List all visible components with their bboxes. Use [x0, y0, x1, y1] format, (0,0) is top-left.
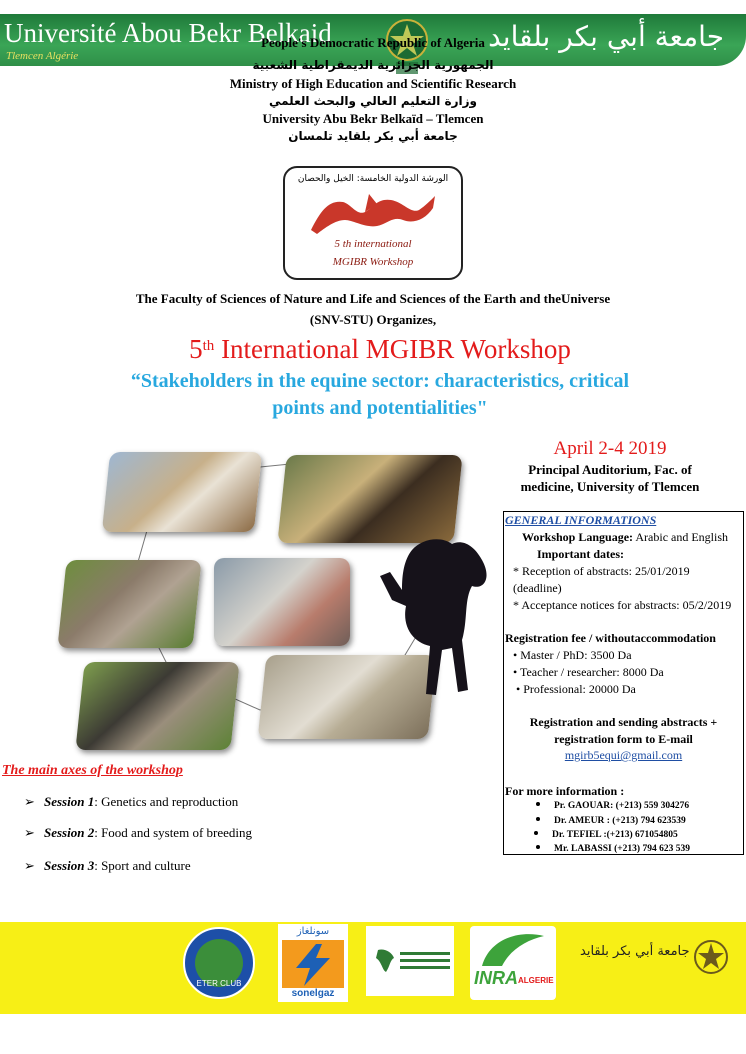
inra-name: INRA — [474, 968, 518, 988]
inra-logo — [470, 926, 556, 1000]
general-information-box — [503, 511, 744, 855]
acceptance-date: * Acceptance notices for abstracts: 05/2/2019 — [513, 598, 732, 612]
contact-item — [536, 801, 689, 811]
fee-item: • Master / PhD: 3500 Da — [513, 648, 632, 662]
session-item — [24, 794, 238, 810]
fee-heading: Registration fee / withoutaccommodation — [505, 631, 716, 645]
africa-map-icon — [374, 948, 396, 974]
venue-line-2: medicine, University of Tlemcen — [520, 479, 700, 494]
important-dates-label: Important dates: — [537, 547, 624, 561]
reception-deadline: (deadline) — [513, 581, 562, 595]
arrow-bullet-icon: ➢ — [24, 858, 35, 873]
session-topic: : Food and system of breeding — [94, 825, 253, 840]
fee-item: • Teacher / researcher: 8000 Da — [513, 665, 664, 679]
event-dates: April 2-4 2019 — [553, 438, 667, 459]
contact-item — [536, 816, 686, 826]
banner-city: Tlemcen Algérie — [6, 50, 79, 62]
info-heading: GENERAL INFORMATIONS — [505, 513, 657, 527]
contact-item — [534, 830, 678, 840]
fee-item: • Professional: 20000 Da — [516, 682, 636, 696]
registration-line-1: Registration and sending abstracts + — [529, 715, 718, 729]
banner-university-name: Université Abou Bekr Belkaid — [4, 18, 332, 48]
session-name: Session 3 — [44, 858, 95, 873]
photo-donkeys-field — [75, 662, 239, 750]
contact-text: Mr. LABASSI (+213) 794 623 539 — [554, 844, 690, 854]
logo-line-1: 5 th international — [334, 238, 412, 250]
workshop-subtitle-line-1: “Stakeholders in the equine sector: characteristics, critical — [130, 370, 630, 392]
workshop-language — [522, 530, 728, 545]
session-name: Session 1 — [44, 794, 95, 809]
university-footer-emblem-icon — [692, 938, 730, 976]
photo-white-horse — [102, 452, 262, 532]
logo-line-2: MGIBR Workshop — [332, 256, 414, 268]
sonelgaz-bolt-icon — [282, 940, 344, 988]
title-text: International MGIBR Workshop — [214, 334, 571, 364]
session-topic: : Sport and culture — [94, 858, 191, 873]
faculty-line-1: The Faculty of Sciences of Nature and Life and Sciences of the Earth and theUniverse — [135, 291, 611, 306]
university-name: University Abu Bekr Belkaïd – Tlemcen — [262, 111, 484, 126]
session-item — [24, 858, 191, 874]
workshop-axes-title: The main axes of the workshop — [2, 763, 183, 778]
title-number: 5 — [189, 334, 203, 364]
club-logo-icon — [182, 926, 256, 1000]
arrow-bullet-icon: ➢ — [24, 794, 35, 809]
logo-arabic-text: الورشة الدولية الخامسة: الخيل والحصان — [297, 174, 449, 184]
workshop-subtitle-line-2: points and potentialities" — [272, 397, 488, 419]
session-topic: : Genetics and reproduction — [94, 794, 239, 809]
registration-line-2: registration form to E-mail — [554, 732, 693, 746]
contact-text: Pr. GAOUAR: (+213) 559 304276 — [554, 801, 690, 811]
country-name-arabic: الجمهورية الجزائرية الديمقراطية الشعبية — [252, 58, 494, 72]
language-label: Workshop Language: — [522, 530, 634, 544]
ministry-name-arabic: وزارة التعليم العالي والبحث العلمي — [268, 94, 478, 108]
photo-donkeys — [57, 560, 201, 648]
black-rearing-horse-icon — [372, 530, 502, 700]
reception-date: * Reception of abstracts: 25/01/2019 — [513, 564, 690, 578]
club-logo-text: ETER CLUB — [196, 979, 242, 988]
country-name: People's Democratic Republic of Algeria — [261, 35, 485, 50]
sonelgaz-logo — [278, 924, 348, 1002]
workshop-logo — [283, 166, 463, 280]
contact-email-link[interactable]: mgirb5equi@gmail.com — [564, 748, 683, 762]
university-footer-arabic: جامعة أبي بكر بلقايد — [580, 944, 690, 959]
banner-university-name-arabic: جامعة أبي بكر بلقايد — [488, 20, 724, 53]
inra-country: ALGERIE — [518, 976, 554, 985]
university-name-arabic: جامعة أبي بكر بلقايد تلمسان — [288, 129, 458, 143]
venue-line-1: Principal Auditorium, Fac. of — [528, 462, 692, 477]
sponsor-footer — [0, 922, 746, 1014]
contact-item — [536, 844, 690, 854]
session-item — [24, 825, 252, 841]
ministry-name: Ministry of High Education and Scientific Research — [229, 76, 517, 91]
contact-text: Dr. TEFIEL :(+213) 671054805 — [552, 830, 678, 840]
interafrican-bureau-logo — [366, 926, 454, 996]
horse-silhouette-icon — [307, 190, 439, 236]
session-name: Session 2 — [44, 825, 95, 840]
arrow-bullet-icon: ➢ — [24, 825, 35, 840]
faculty-line-2: (SNV-STU) Organizes, — [309, 312, 437, 327]
title-ordinal: th — [202, 338, 215, 354]
workshop-title — [0, 334, 746, 365]
photo-grey-horse-head — [214, 558, 350, 646]
contact-text: Dr. AMEUR : (+213) 794 623539 — [554, 816, 686, 826]
sonelgaz-name: sonelgaz — [291, 988, 335, 999]
sonelgaz-arabic: سونلغاز — [296, 926, 330, 937]
inra-leaf-icon — [480, 930, 546, 968]
more-information-label: For more information : — [505, 784, 625, 798]
language-value: Arabic and English — [633, 530, 729, 544]
